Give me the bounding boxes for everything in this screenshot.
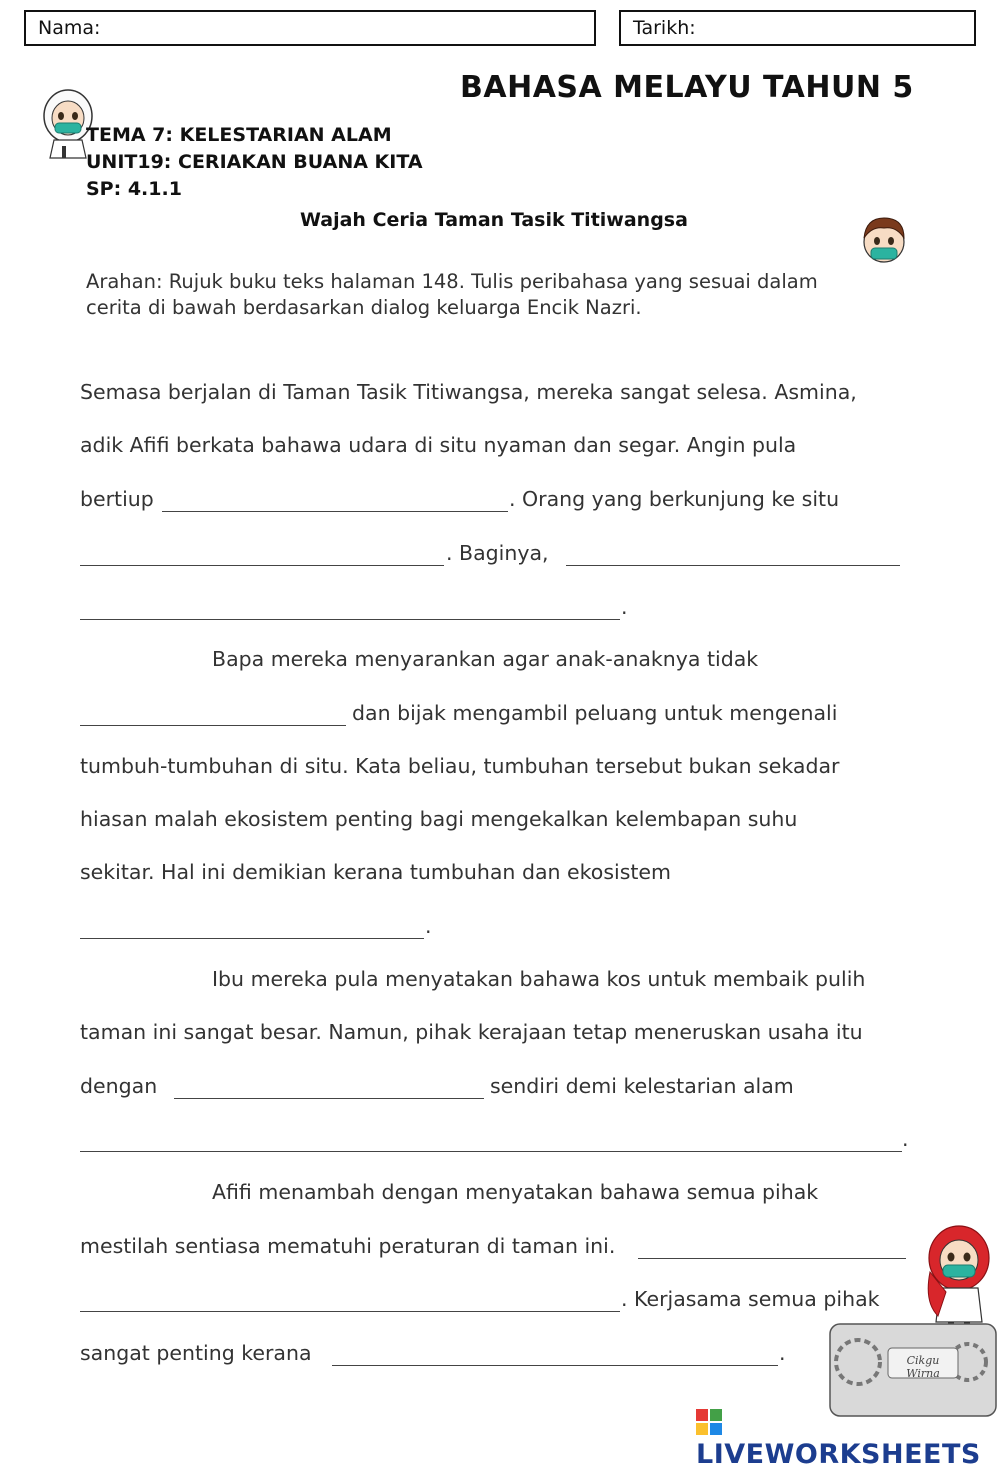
- story-text: .: [621, 595, 628, 619]
- story-text: .: [779, 1341, 786, 1365]
- name-box: [24, 10, 596, 46]
- date-label: Tarikh:: [633, 17, 696, 39]
- page-title: BAHASA MELAYU TAHUN 5: [460, 70, 914, 105]
- story-text: sendiri demi kelestarian alam: [490, 1074, 794, 1098]
- liveworksheets-logo-icon: [696, 1409, 722, 1435]
- story-line: Bapa mereka menyarankan agar anak-anaknya tidak: [212, 647, 759, 671]
- story-line: Afifi menambah dengan menyatakan bahawa semua pihak: [212, 1180, 819, 1204]
- story-text: .: [902, 1127, 909, 1151]
- boy-mask-icon: [856, 212, 912, 268]
- story-line: Semasa berjalan di Taman Tasik Titiwangsa, mereka sangat selesa. Asmina,: [80, 380, 857, 404]
- stamp-text: Cikgu Wirna: [906, 1354, 940, 1380]
- story-line: Ibu mereka pula menyatakan bahawa kos untuk membaik pulih: [212, 967, 866, 991]
- story-text: . Orang yang berkunjung ke situ: [509, 487, 840, 511]
- girl-red-hijab-icon: [924, 1222, 994, 1330]
- answer-blank-3[interactable]: [566, 540, 900, 566]
- tema-label: TEMA 7: KELESTARIAN ALAM: [86, 124, 392, 146]
- instruction: [86, 269, 906, 321]
- story-text: .: [425, 914, 432, 938]
- liveworksheets-logo-text: LIVEWORKSHEETS: [696, 1439, 981, 1470]
- author-stamp-icon: [828, 1322, 998, 1418]
- answer-blank-9[interactable]: [638, 1233, 906, 1259]
- answer-blank-7[interactable]: [174, 1073, 484, 1099]
- story-text: bertiup: [80, 487, 154, 511]
- story-text: mestilah sentiasa mematuhi peraturan di taman ini.: [80, 1234, 616, 1258]
- answer-blank-4[interactable]: [80, 594, 620, 620]
- instruction-line-1: Arahan: Rujuk buku teks halaman 148. Tulis peribahasa yang sesuai dalam: [86, 270, 818, 293]
- unit-label: UNIT19: CERIAKAN BUANA KITA: [86, 151, 423, 173]
- story-line: adik Afifi berkata bahawa udara di situ nyaman dan segar. Angin pula: [80, 433, 797, 457]
- answer-blank-11[interactable]: [332, 1340, 778, 1366]
- answer-blank-1[interactable]: [162, 486, 508, 512]
- story-line: hiasan malah ekosistem penting bagi mengekalkan kelembapan suhu: [80, 807, 798, 831]
- answer-blank-8[interactable]: [80, 1126, 902, 1152]
- story-text: sangat penting kerana: [80, 1341, 312, 1365]
- instruction-line-2: cerita di bawah berdasarkan dialog keluarga Encik Nazri.: [86, 296, 642, 319]
- story-text: . Baginya,: [446, 541, 549, 565]
- story-text: dan bijak mengambil peluang untuk mengenali: [352, 701, 838, 725]
- sp-label: SP: 4.1.1: [86, 178, 182, 200]
- answer-blank-6[interactable]: [80, 913, 424, 939]
- liveworksheets-logo: [696, 1408, 1000, 1470]
- answer-blank-2[interactable]: [80, 540, 444, 566]
- story-text: . Kerjasama semua pihak: [621, 1287, 880, 1311]
- name-label: Nama:: [38, 17, 101, 39]
- story-text: dengan: [80, 1074, 158, 1098]
- name-input[interactable]: [106, 16, 590, 44]
- date-input[interactable]: [709, 16, 971, 44]
- story-line: sekitar. Hal ini demikian kerana tumbuhan dan ekosistem: [80, 860, 671, 884]
- story-line: taman ini sangat besar. Namun, pihak kerajaan tetap meneruskan usaha itu: [80, 1020, 863, 1044]
- date-box: [619, 10, 976, 46]
- answer-blank-5[interactable]: [80, 700, 346, 726]
- worksheet-subtitle: Wajah Ceria Taman Tasik Titiwangsa: [300, 209, 688, 231]
- answer-blank-10[interactable]: [80, 1286, 620, 1312]
- story-line: tumbuh-tumbuhan di situ. Kata beliau, tumbuhan tersebut bukan sekadar: [80, 754, 840, 778]
